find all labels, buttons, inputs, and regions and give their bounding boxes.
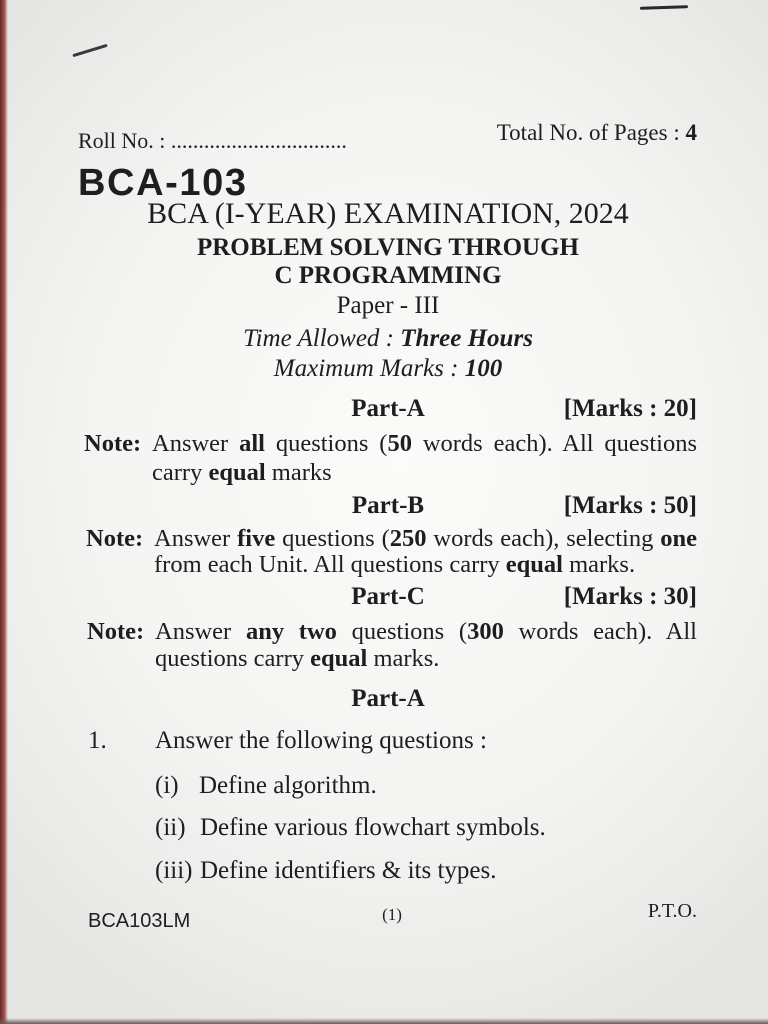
roll-number-field: Roll No. : ................................	[78, 128, 347, 153]
sub-question-text: Define various flowchart symbols.	[200, 814, 546, 841]
note-text: from each Unit. All questions carry	[154, 551, 506, 578]
question-text: Answer the following questions :	[155, 727, 487, 754]
part-a-note-line	[152, 429, 697, 458]
page-number: (1)	[382, 905, 402, 924]
note-emphasis: one	[660, 525, 697, 552]
footer-paper-code: BCA103LM	[88, 910, 191, 932]
note-text: questions carry	[155, 645, 311, 672]
maximum-marks	[8, 354, 768, 384]
part-c-note-line	[155, 644, 439, 673]
note-emphasis: all	[239, 430, 265, 457]
note-emphasis: equal	[208, 459, 266, 486]
note-text: marks	[265, 459, 332, 486]
sub-question-text: Define algorithm.	[199, 772, 377, 799]
part-a-note-label: Note:	[84, 430, 142, 457]
note-text: words each). All questions	[411, 430, 697, 457]
note-text: Answer	[154, 525, 238, 552]
paper-number: Paper - III	[336, 292, 440, 319]
part-a-note-line	[152, 458, 332, 487]
sub-question-text: Define identifiers & its types.	[200, 857, 497, 884]
exam-title: BCA (I-YEAR) EXAMINATION, 2024	[147, 197, 629, 230]
part-b-marks: [Marks : 50]	[563, 492, 697, 519]
section-heading: Part-A	[351, 685, 425, 712]
part-c-note-label: Note:	[87, 618, 145, 645]
note-emphasis: any two	[245, 618, 337, 645]
sub-question-number: (iii)	[155, 857, 193, 884]
total-pages-value: 4	[685, 120, 697, 145]
part-c-note-line	[155, 617, 697, 646]
note-text: carry	[152, 459, 209, 486]
please-turn-over: P.T.O.	[647, 900, 697, 922]
sub-question-number: (ii)	[155, 814, 186, 841]
part-a-heading: Part-A	[351, 395, 425, 422]
part-c-marks: [Marks : 30]	[563, 583, 697, 610]
subject-title-line2: C PROGRAMMING	[274, 262, 502, 289]
part-b-heading: Part-B	[351, 492, 425, 519]
total-pages	[497, 119, 697, 147]
note-emphasis: equal	[310, 645, 368, 672]
note-text: words each), selecting	[426, 525, 661, 552]
note-text: Answer	[155, 618, 246, 645]
sub-question-number: (i)	[155, 772, 179, 799]
note-text: Answer	[152, 430, 240, 457]
subject-title-line1: PROBLEM SOLVING THROUGH	[196, 234, 580, 261]
note-text: questions (	[336, 618, 468, 645]
part-b-note-line	[154, 524, 697, 553]
question-number: 1.	[88, 727, 107, 754]
note-emphasis: 50	[387, 430, 412, 457]
maximum-marks-label: Maximum Marks :	[273, 355, 465, 382]
paper-code: BCA-103	[78, 162, 248, 204]
pen-mark	[640, 5, 688, 10]
note-emphasis: five	[237, 525, 276, 552]
note-text: words each). All	[503, 618, 697, 645]
total-pages-label: Total No. of Pages :	[496, 120, 686, 145]
note-emphasis: 300	[467, 618, 504, 645]
note-emphasis: 250	[389, 525, 427, 552]
note-text: questions (	[275, 525, 390, 552]
part-a-marks: [Marks : 20]	[563, 395, 697, 422]
pen-mark	[72, 44, 107, 57]
note-emphasis: equal	[505, 551, 563, 578]
time-allowed	[8, 324, 768, 354]
book-edge	[0, 0, 8, 1024]
bottom-shadow	[0, 1018, 768, 1024]
note-text: marks.	[367, 645, 440, 672]
part-b-note-line	[154, 550, 635, 579]
maximum-marks-value: 100	[464, 355, 503, 382]
note-text: marks.	[562, 551, 636, 578]
part-b-note-label: Note:	[86, 525, 144, 552]
note-text: questions (	[264, 430, 388, 457]
time-allowed-value: Three Hours	[400, 325, 533, 352]
part-c-heading: Part-C	[351, 583, 425, 610]
time-allowed-label: Time Allowed :	[243, 325, 401, 352]
